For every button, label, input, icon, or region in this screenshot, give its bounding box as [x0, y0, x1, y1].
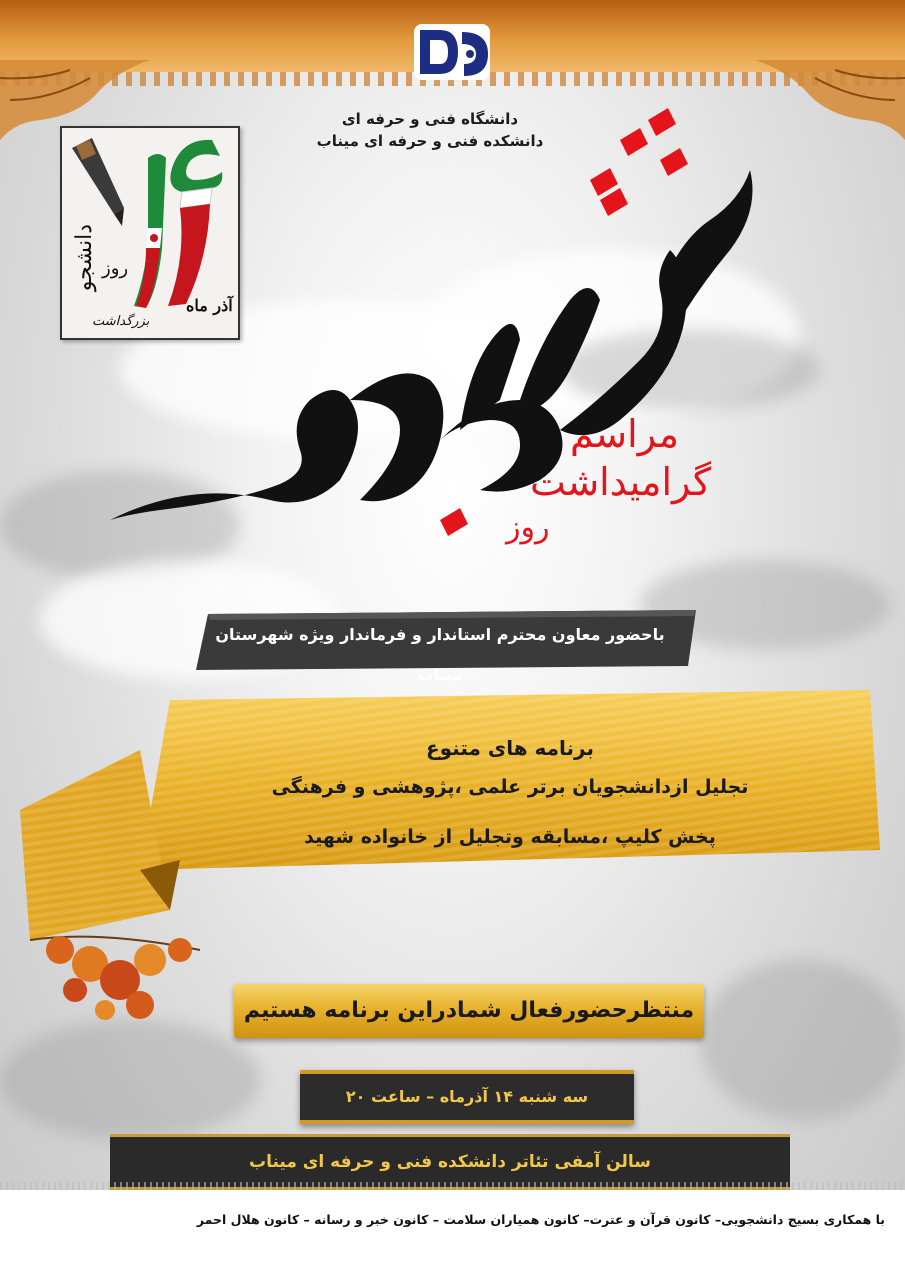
- title-day: روز: [506, 510, 550, 545]
- footer-band: [0, 1190, 905, 1280]
- badge-month: آذر ماه: [186, 296, 233, 315]
- university-name: دانشگاه فنی و حرفه ای: [341, 110, 519, 128]
- right-corner-ornament: [755, 60, 905, 140]
- cloud: [0, 1020, 260, 1140]
- autumn-leaves-icon: [20, 920, 220, 1030]
- title-ceremony: مراسم: [570, 412, 680, 456]
- venue-text: سالن آمفی تئاتر دانشکده فنی و حرفه ای میناب: [249, 1152, 651, 1172]
- badge-commemoration: بزرگداشت: [92, 314, 150, 329]
- program-line-1: تجلیل ازدانشجویان برتر علمی ،پژوهشی و فرهنگی: [271, 776, 749, 798]
- invitation-text: منتظرحضورفعال شمادراین برنامه هستیم: [243, 998, 695, 1023]
- faculty-name: دانشکده فنی و حرفه ای میناب: [316, 132, 544, 150]
- footer-text: با همکاری بسیج دانشجویی– کانون قرآن و عترت– کانون همیاران سلامت – کانون خبر و رسانه – کانون هلال احمر: [196, 1212, 885, 1227]
- badge-word-day: روز: [102, 258, 129, 279]
- cloud: [700, 960, 905, 1120]
- guest-banner-text: باحضور معاون محترم استاندار و فرماندار ویژه شهرستان میناب: [215, 625, 665, 684]
- program-ribbon-shape: [20, 690, 900, 950]
- schedule-text: سه شنبه ۱۴ آذرماه – ساعت ۲۰: [345, 1087, 589, 1106]
- title-commemoration: گرامیداشت: [530, 460, 712, 504]
- badge-word-student: دانشجو: [72, 224, 97, 292]
- university-logo-icon: [410, 20, 494, 84]
- program-heading: برنامه های متنوع: [425, 736, 595, 760]
- program-line-2: پخش کلیپ ،مسابقه وتجلیل از خانواده شهید: [304, 826, 716, 848]
